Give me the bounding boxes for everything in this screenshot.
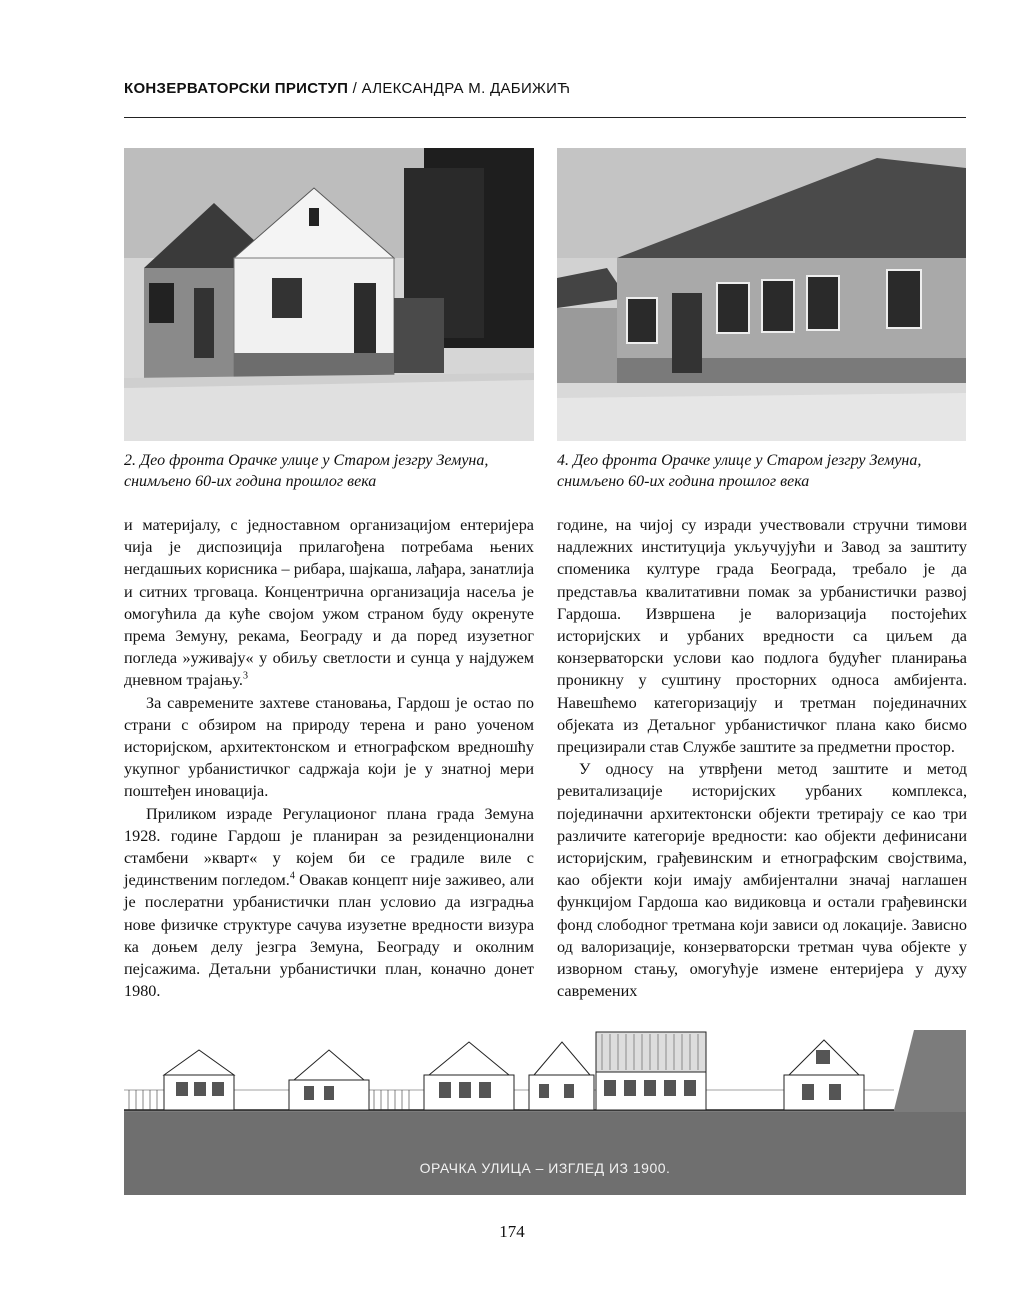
paragraph <box>124 803 534 1003</box>
photo-figure-2 <box>124 148 534 441</box>
caption-line: снимљено 60-их година прошлог века <box>124 473 377 490</box>
paragraph: године, на чијој су изради учествовали стручни тимови надлежних институција укључујући и Завод за заштиту споменика културе града Београда, требало је да представља квалитативни помак за урбанистички развој Гардоша. Извршена је валоризација постојећих историјских и урбаних вредности са циљем да конзерваторски услови као подлога будућег планирања проникну у суштину просторних односа амбијента. Навешћемо категоризацију и третман појединачних објеката из Детаљног урбанистичког плана како бисмо прецизирали став Службе заштите за предметни простор. <box>557 516 967 757</box>
page-number: 174 <box>499 1222 525 1241</box>
header-rule <box>124 117 966 118</box>
caption-figure-4 <box>557 450 977 492</box>
text-column-right <box>557 514 967 1002</box>
street-elevation-drawing <box>124 1020 966 1195</box>
paragraph: За савремените захтеве становања, Гардош је остао по страни с обзиром на природу терена и рано уоченом историјском, архитектонском и етнографском вредношћу укупног урбанистичког садржаја који је у знатној мери поштеђен иновација. <box>124 693 534 801</box>
footnote-ref: 3 <box>242 671 248 683</box>
elevation-title: ОРАЧКА УЛИЦА – ИЗГЛЕД ИЗ 1900. <box>419 1160 671 1176</box>
footnote-ref: 4 <box>289 870 295 882</box>
header-separator: / <box>348 80 362 97</box>
paragraph: У односу на утврђени метод заштите и метод ревитализације историјских урбаних комплекса, појединачни архитектонски објекти третирају се као три различите категорије вредности: као објекти дефинисани историјским, грађевинским и етнографским својствима, као објекти који имају амбијентални значај наглашен функцијом Гардоша као видиковца и остали грађевински фонд слободног третмана који зависи од локације. Зависно од валоризације, конзерваторски третман чува објекте у изворном стању, омогућује измене ентеријера у духу савремених <box>557 760 967 1001</box>
paragraph-text: и материјалу, с једноставном организацијом ентеријера чија је диспозиција прилагођена потребама њених негдашњих корисника – рибара, шајкаша, лађара, занатлија и ситних трговаца. Концентрична организација насеља је омогућила да куће својом ужом страном буду окренуте према Земуну, рекама, Београду и да поред изузетног погледа »уживају« у обиљу светлости и сунца у најдужем дневном трајању. <box>124 516 534 690</box>
photo-figure-4 <box>557 148 966 441</box>
text-column-left <box>124 514 534 1002</box>
header-title: КОНЗЕРВАТОРСКИ ПРИСТУП <box>124 80 349 97</box>
paragraph-text: Приликом израде Регулационог плана града Земуна 1928. године Гардош је планиран за резиденционални стамбени »кварт« у којем би се градиле виле с јединственим погледом. <box>124 804 534 890</box>
caption-line: 4. Део фронта Орачке улице у Старом језгру Земуна, <box>557 452 922 469</box>
paragraph <box>124 514 534 692</box>
caption-line: снимљено 60-их година прошлог века <box>557 473 810 490</box>
paragraph-text: Овакав концепт није заживео, али је послератни урбанистички план условио да изградња нове физичке структуре сачува изузетне вредности визура ка доњем делу језгра Земуна, Београду и околним пејсажима. Детаљни урбанистички план, коначно донет 1980. <box>124 871 534 1001</box>
header-author: АЛЕКСАНДРА М. ДАБИЖИЋ <box>361 80 571 97</box>
running-header <box>124 80 570 97</box>
caption-figure-2 <box>124 450 544 492</box>
caption-line: 2. Део фронта Орачке улице у Старом језгру Земуна, <box>124 452 489 469</box>
